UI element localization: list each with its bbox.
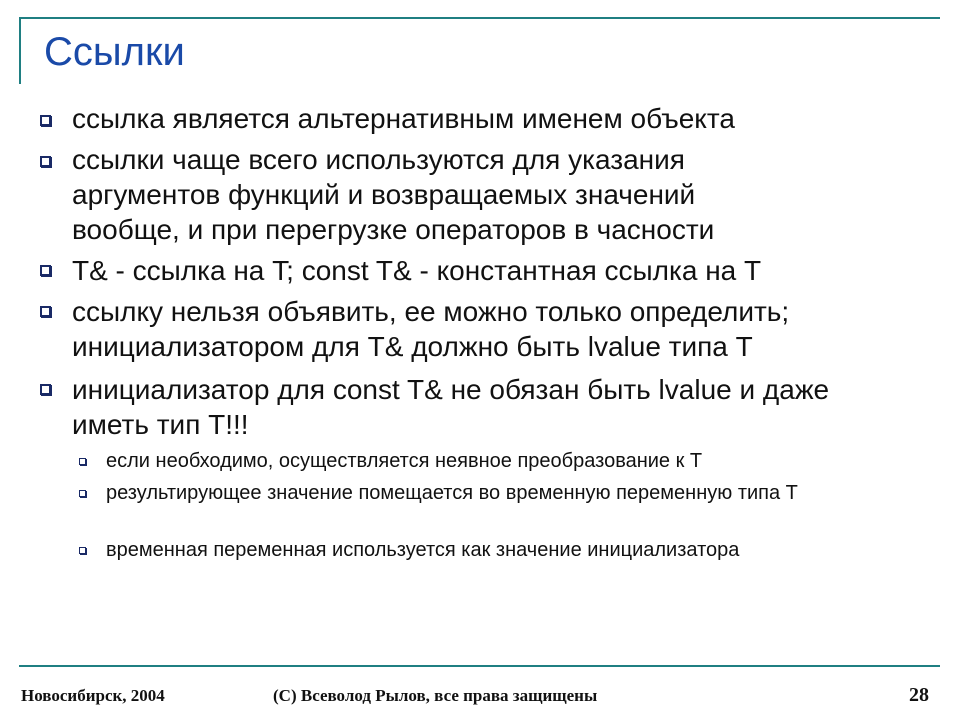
page-number: 28 (909, 684, 929, 706)
sub-bullet-square-icon (79, 490, 86, 497)
footer-location-year: Новосибирск, 2004 (21, 686, 165, 705)
sub-bullet-item (106, 538, 926, 563)
sub-bullet-square-icon (79, 458, 86, 465)
bullet-item (72, 101, 932, 136)
bullet-item (72, 253, 932, 288)
bullet-text: T& - ссылка на T; const T& - константная ссылка на T (72, 255, 762, 286)
sub-bullet-text: если необходимо, осуществляется неявное преобразование к T (106, 450, 703, 472)
sub-bullet-item (106, 481, 876, 506)
sub-bullet-item (106, 449, 926, 474)
bullet-item (72, 142, 792, 247)
footer-rule (19, 665, 940, 667)
bullet-square-icon (40, 306, 51, 317)
frame-left-rule (19, 17, 21, 84)
bullet-square-icon (40, 265, 51, 276)
bullet-square-icon (40, 384, 51, 395)
slide-title: Ссылки (44, 30, 185, 74)
sub-bullet-text: временная переменная используется как значение инициализатора (106, 539, 740, 561)
bullet-text: инициализатор для const T& не обязан быть lvalue и даже иметь тип T!!! (72, 374, 830, 440)
footer-copyright: (C) Всеволод Рылов, все права защищены (273, 686, 598, 705)
bullet-square-icon (40, 115, 51, 126)
bullet-text: ссылку нельзя объявить, ее можно только определить; инициализатором для T& должно быть lvalue типа T (72, 296, 790, 362)
bullet-square-icon (40, 156, 51, 167)
bullet-text: ссылки чаще всего используются для указания аргументов функций и возвращаемых значений вообще, и при перегрузке операторов в часности (72, 144, 715, 245)
sub-bullet-text: результирующее значение помещается во временную переменную типа T (106, 482, 798, 504)
sub-bullet-square-icon (79, 547, 86, 554)
bullet-item (72, 372, 872, 442)
bullet-item (72, 294, 912, 364)
bullet-text: ссылка является альтернативным именем объекта (72, 103, 735, 134)
frame-top-rule (19, 17, 940, 19)
